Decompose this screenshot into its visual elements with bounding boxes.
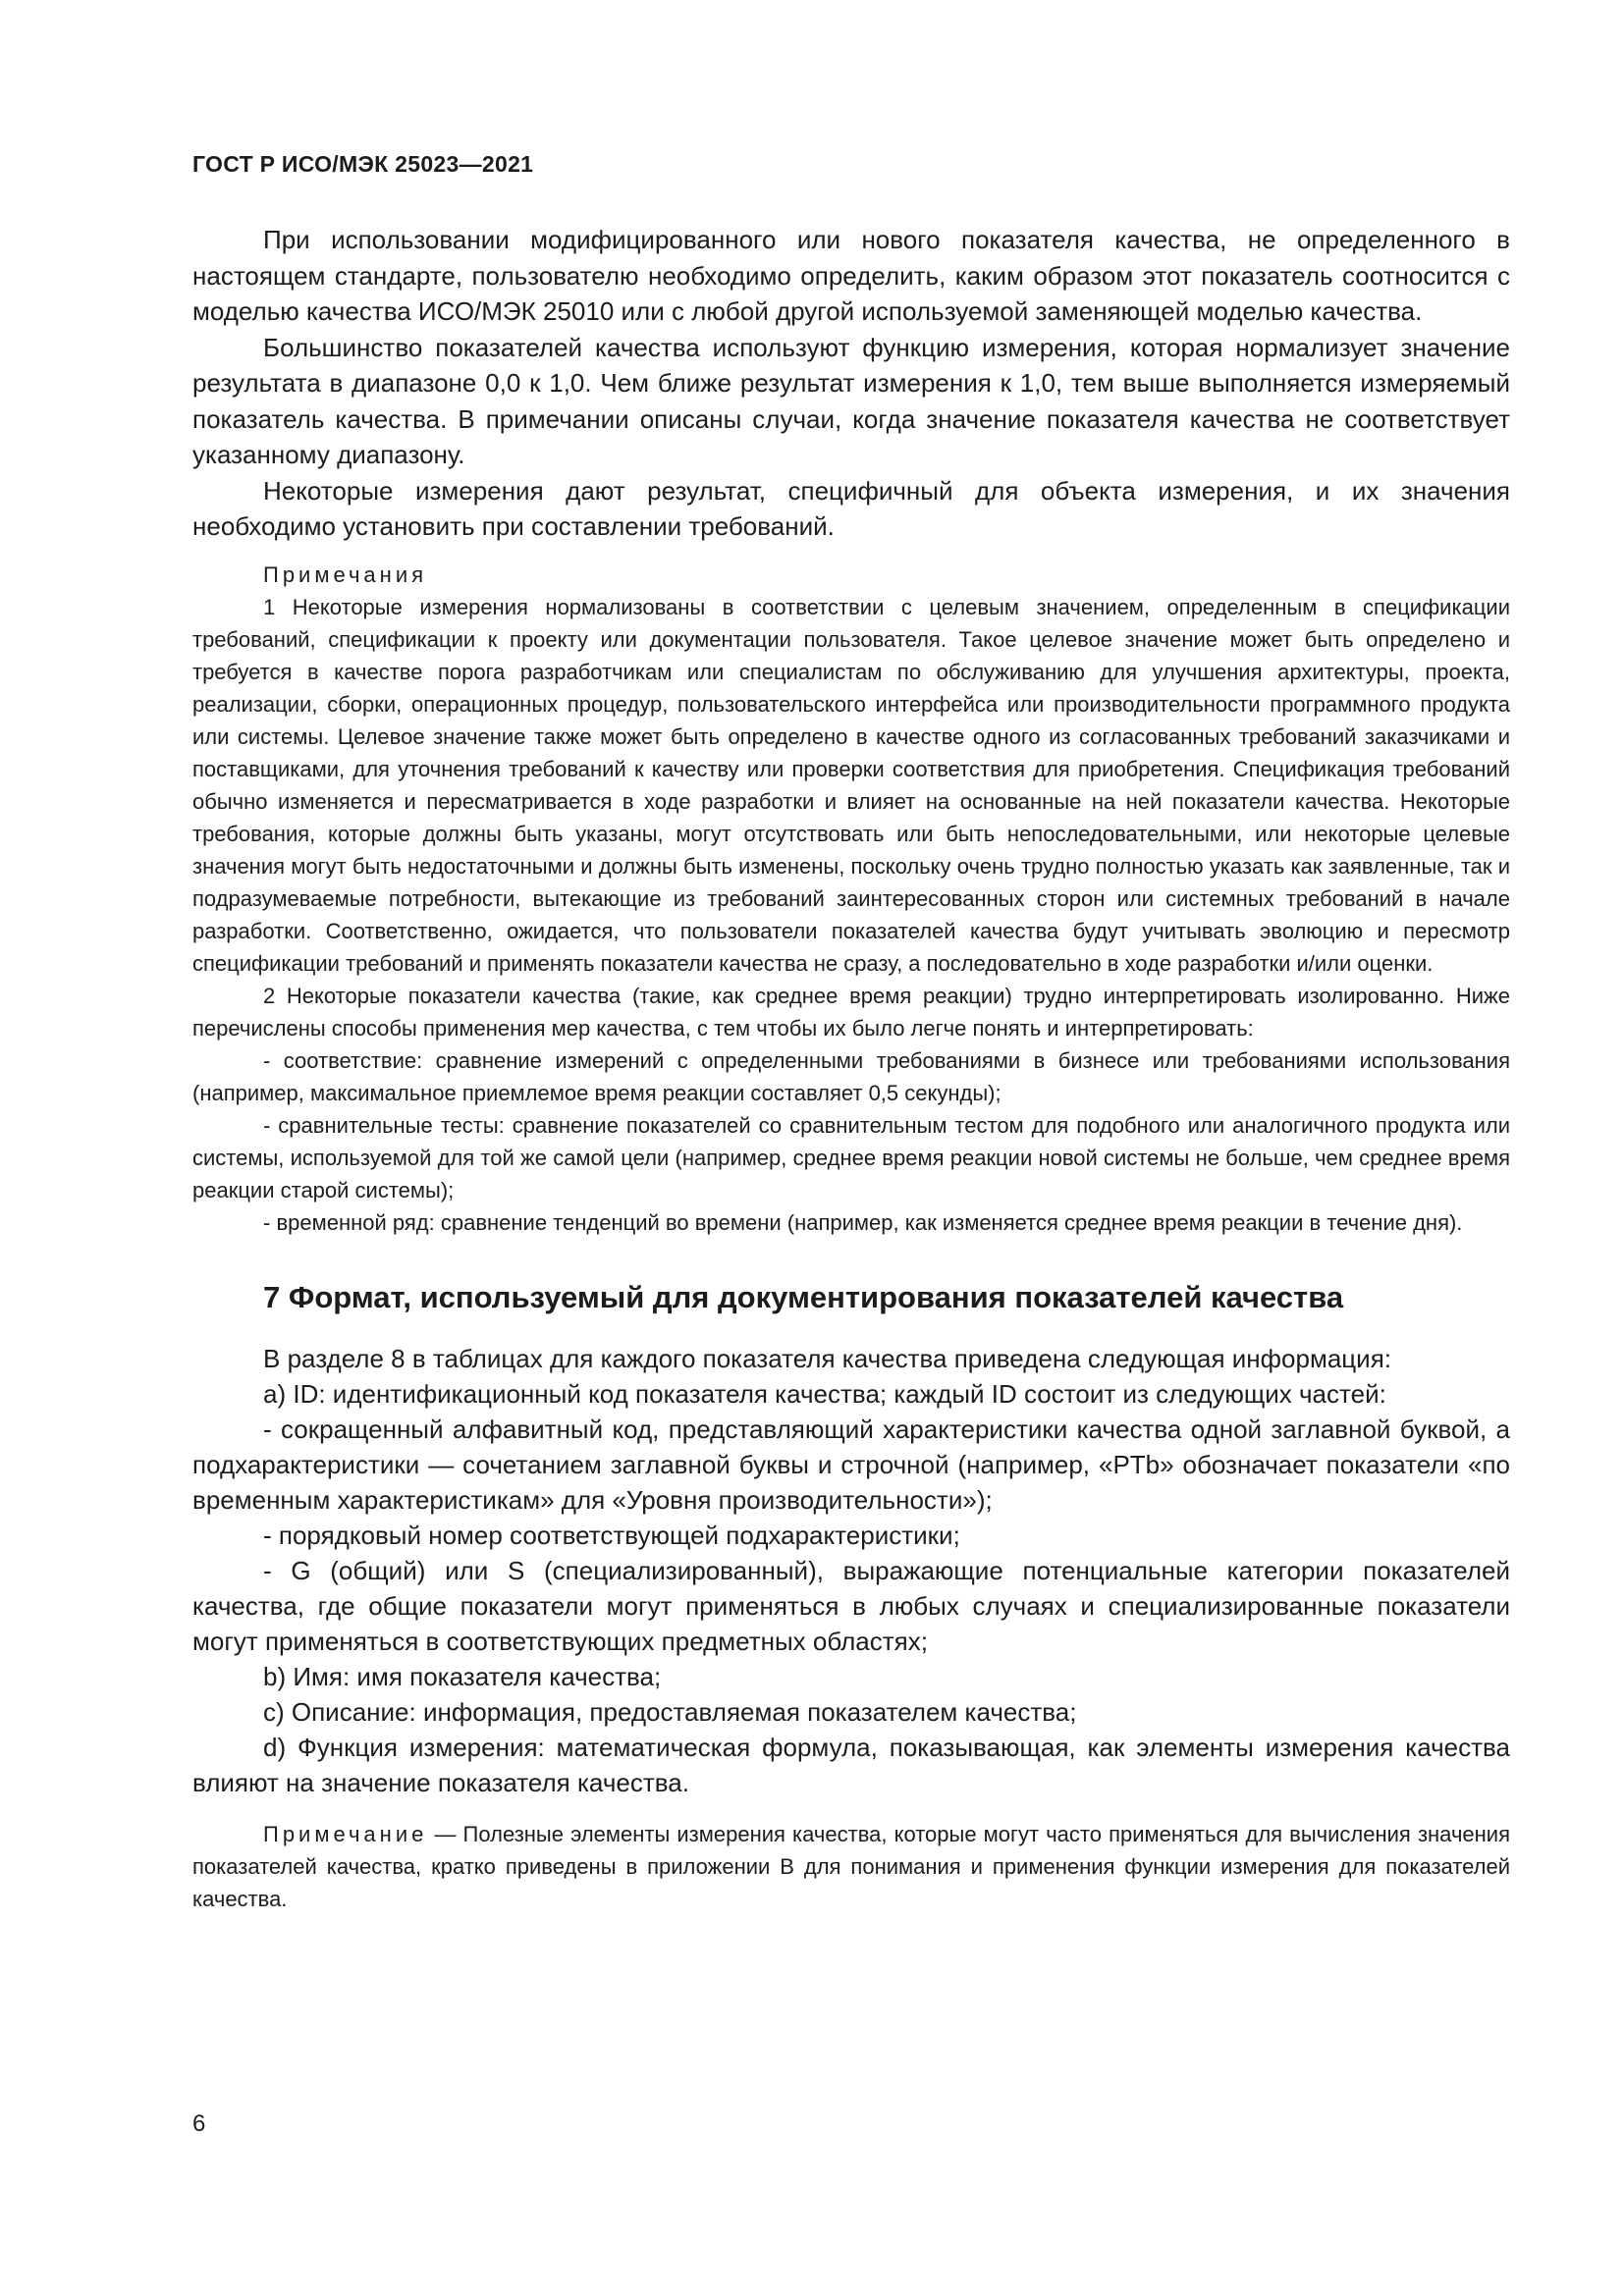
section-7-paragraph-1: В разделе 8 в таблицах для каждого показателя качества приведена следующая информация: — [263, 1343, 1392, 1373]
intro-paragraph-1: При использовании модифицированного или нового показателя качества, не определенного в настоящем стандарте, пользователю необходимо определить, каким образом этот показатель соотносится с моделью качества ИСО/МЭК 25010 или с любой другой используемой заменяющей моделью качества. — [192, 225, 1510, 326]
document-header: ГОСТ Р ИСО/МЭК 25023—2021 — [192, 151, 534, 177]
section-7-item-a: a) ID: идентификационный код показателя качества; каждый ID состоит из следующих частей: — [263, 1378, 1386, 1409]
page-content — [192, 222, 1510, 1915]
section-7-title: 7 Формат, используемый для документирования показателей качества — [263, 1279, 1344, 1314]
section-7-item-b: b) Имя: имя показателя качества; — [263, 1661, 662, 1691]
notes-block — [192, 559, 1510, 1239]
section-7-note-text: — Полезные элементы измерения качества, которые могут часто применяться для вычисления значения показателей качества, кратко приведены в приложении B для понимания и применения функции измерения для показателей качества. — [192, 1821, 1510, 1911]
intro-paragraph-3: Некоторые измерения дают результат, специфичный для объекта измерения, и их значения необходимо установить при составлении требований. — [192, 475, 1510, 541]
note-2-sub-item-2: - сравнительные тесты: сравнение показателей со сравнительным тестом для подобного или аналогичного продукта или системы, используемой для той же самой цели (например, среднее время реакции новой системы не больше, чем среднее время реакции старой системы); — [192, 1112, 1510, 1202]
section-7-item-d: d) Функция измерения: математическая формула, показывающая, как элементы измерения качества влияют на значение показателя качества. — [192, 1732, 1510, 1797]
note-1: 1 Некоторые измерения нормализованы в соответствии с целевым значением, определенным в спецификации требований, спецификации к проекту или документации пользователя. Такое целевое значение может быть определено и требуется в качестве порога разработчикам или специалистам по обслуживанию для улучшения архитектуры, проекта, реализации, сборки, операционных процедур, пользовательского интерфейса или производительности программного продукта или системы. Целевое значение также может быть определено в качестве одного из согласованных требований заказчиками и поставщиками, для уточнения требований к качеству или проверки соответствия для приобретения. Спецификация требований обычно изменяется и пересматривается в ходе разработки и влияет на основанные на ней показатели качества. Некоторые требования, которые должны быть указаны, могут отсутствовать или быть непоследовательными, или некоторые целевые значения могут быть недостаточными и должны быть изменены, поскольку очень трудно полностью указать как заявленные, так и подразумеваемые потребности, вытекающие из требований заинтересованных сторон или системных требований в начале разработки. Соответственно, ожидается, что пользователи показателей качества будут учитывать эволюцию и пересмотр спецификации требований и применять показатели качества не сразу, а последовательно в ходе разработки и/или оценки. — [192, 594, 1510, 976]
section-7-item-c: c) Описание: информация, предоставляемая показателем качества; — [263, 1696, 1077, 1727]
section-7-item-a-part-2: - порядковый номер соответствующей подхарактеристики; — [263, 1520, 960, 1550]
section-7-note — [192, 1818, 1510, 1915]
page-number: 6 — [192, 2110, 206, 2137]
section-7-item-a-part-1: - сокращенный алфавитный код, представляющий характеристики качества одной заглавной буквой, а подхарактеристики — сочетанием заглавной буквы и строчной (например, «PTb» обозначает показатели «по временным характеристикам» для «Уровня производительности»); — [192, 1414, 1510, 1515]
note-2-sub-item-3: - временной ряд: сравнение тенденций во времени (например, как изменяется среднее время реакции в течение дня). — [263, 1209, 1463, 1235]
intro-paragraph-2: Большинство показателей качества используют функцию измерения, которая нормализует значение результата в диапазоне 0,0 к 1,0. Чем ближе результат измерения к 1,0, тем выше выполняется измеряемый показатель качества. В примечании описаны случаи, когда значение показателя качества не соответствует указанному диапазону. — [192, 332, 1510, 469]
note-2-sub-item-1: - соответствие: сравнение измерений с определенными требованиями в бизнесе или требованиями использования (например, максимальное приемлемое время реакции составляет 0,5 секунды); — [192, 1047, 1510, 1105]
section-7-note-label: Примечание — [263, 1821, 428, 1846]
notes-title: Примечания — [263, 561, 428, 587]
note-2: 2 Некоторые показатели качества (такие, как среднее время реакции) трудно интерпретировать изолированно. Ниже перечислены способы применения мер качества, с тем чтобы их было легче понять и интерпретировать: — [192, 983, 1510, 1041]
section-7-item-a-part-3: - G (общий) или S (специализированный), выражающие потенциальные категории показателей качества, где общие показатели могут применяться в любых случаях и специализированные показатели могут применяться в соответствующих предметных областях; — [192, 1555, 1510, 1656]
